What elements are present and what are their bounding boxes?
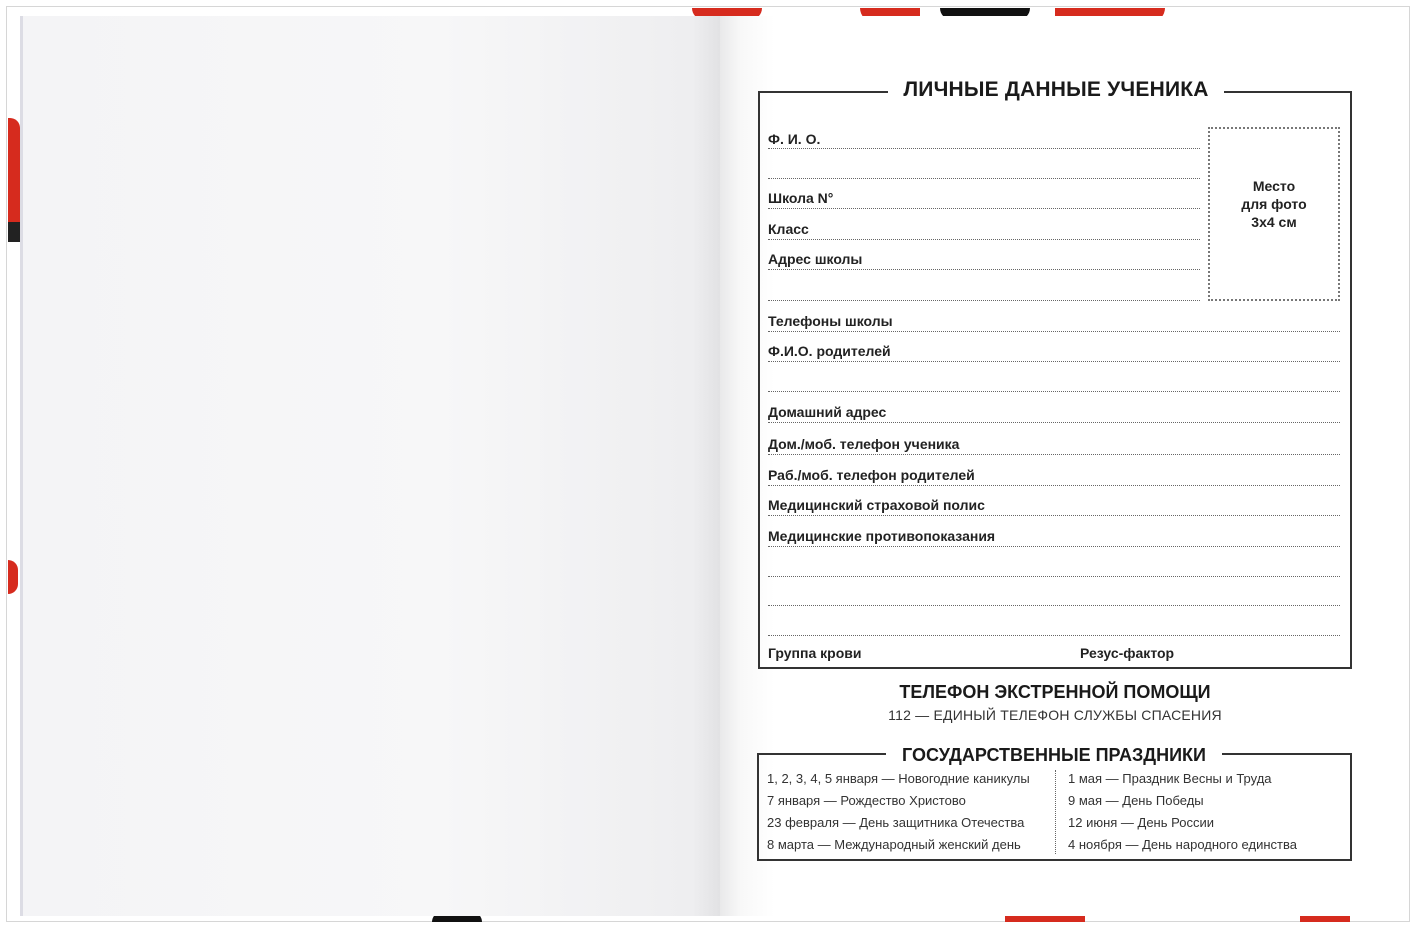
fill-line — [768, 178, 1200, 179]
fill-line — [768, 148, 1200, 149]
field-label-blood-group: Группа крови — [768, 645, 862, 661]
holiday-item: 7 января — Рождество Христово — [767, 793, 966, 808]
field-label-student-phone: Дом./моб. телефон ученика — [768, 436, 960, 452]
emergency-subtitle: 112 — ЕДИНЫЙ ТЕЛЕФОН СЛУЖБЫ СПАСЕНИЯ — [888, 707, 1222, 723]
fill-line — [768, 391, 1340, 392]
left-page-blank — [20, 16, 720, 916]
photo-placeholder-text: Место для фото 3х4 см — [1241, 178, 1307, 230]
fill-line — [768, 422, 1340, 423]
field-label-insurance: Медицинский страховой полис — [768, 497, 985, 513]
fill-line — [768, 576, 1340, 577]
field-label-school-phones: Телефоны школы — [768, 313, 893, 329]
holidays-title: ГОСУДАРСТВЕННЫЕ ПРАЗДНИКИ — [886, 742, 1222, 768]
field-label-grade: Класс — [768, 221, 809, 237]
field-label-contraindications: Медицинские противопоказания — [768, 528, 996, 544]
fill-line — [768, 515, 1340, 516]
fill-line — [768, 361, 1340, 362]
personal-data-title: ЛИЧНЫЕ ДАННЫЕ УЧЕНИКА — [888, 76, 1224, 104]
fill-line — [768, 454, 1340, 455]
field-label-parents-phone: Раб./моб. телефон родителей — [768, 467, 975, 483]
cover-pattern — [8, 222, 20, 242]
fill-line — [768, 485, 1340, 486]
fill-line — [768, 546, 1340, 547]
holiday-item: 1, 2, 3, 4, 5 января — Новогодние каникулы — [767, 771, 1030, 786]
fill-line — [768, 635, 1340, 636]
holiday-item: 12 июня — День России — [1068, 815, 1214, 830]
fill-line — [768, 208, 1200, 209]
fill-line — [768, 331, 1340, 332]
field-label-school-address: Адрес школы — [768, 251, 863, 267]
holidays-divider — [1055, 770, 1056, 854]
fill-line — [768, 269, 1200, 270]
cover-pattern — [8, 560, 18, 594]
field-label-home-address: Домашний адрес — [768, 404, 887, 420]
fill-line — [768, 605, 1340, 606]
cover-pattern — [8, 118, 20, 238]
fill-line — [768, 239, 1200, 240]
holiday-item: 4 ноября — День народного единства — [1068, 837, 1297, 852]
field-label-school: Школа N° — [768, 190, 834, 206]
holiday-item: 1 мая — Праздник Весны и Труда — [1068, 771, 1272, 786]
field-label-fio: Ф. И. О. — [768, 131, 821, 147]
holiday-item: 9 мая — День Победы — [1068, 793, 1204, 808]
field-label-parents: Ф.И.О. родителей — [768, 343, 891, 359]
fill-line — [768, 300, 1200, 301]
holiday-item: 23 февраля — День защитника Отечества — [767, 815, 1025, 830]
emergency-title: ТЕЛЕФОН ЭКСТРЕННОЙ ПОМОЩИ — [899, 682, 1211, 702]
field-label-rh-factor: Резус-фактор — [1080, 645, 1175, 661]
holiday-item: 8 марта — Международный женский день — [767, 837, 1021, 852]
photo-placeholder — [1208, 127, 1340, 301]
